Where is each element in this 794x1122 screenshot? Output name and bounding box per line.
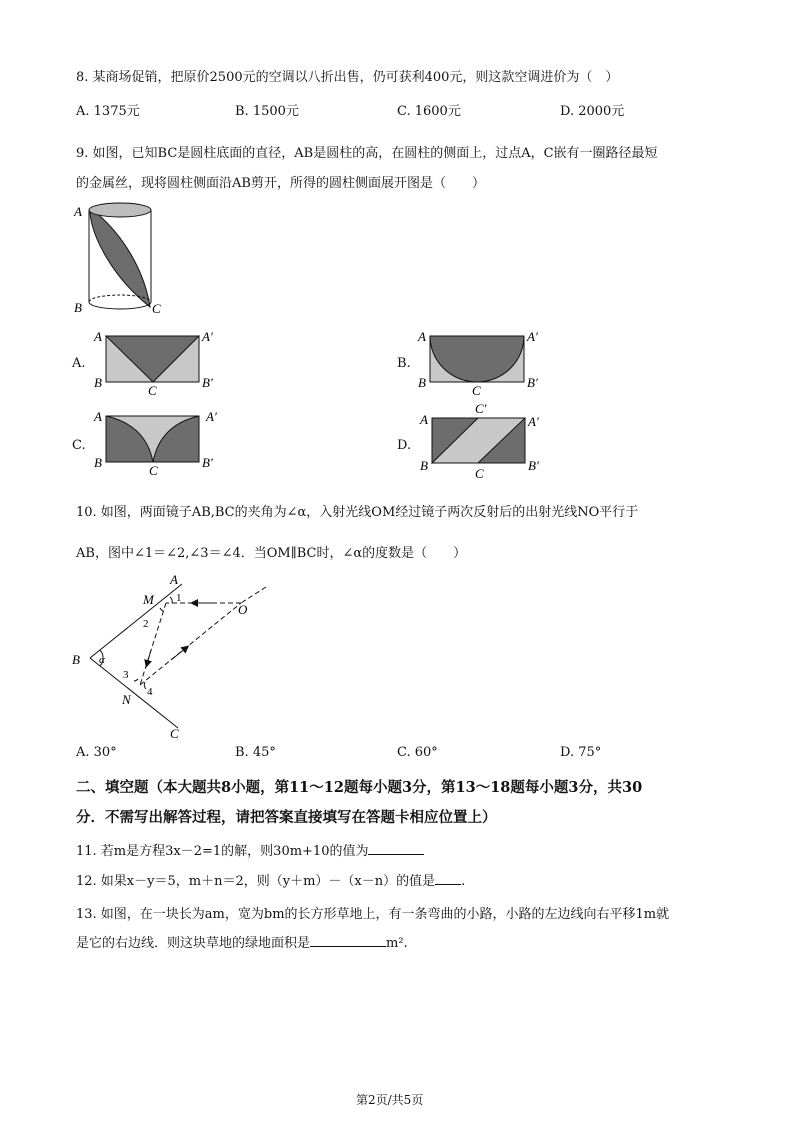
q9-option-a-figure [88, 325, 228, 400]
q9-stem-line2: 的金属丝，现将圆柱侧面沿AB剪开，所得的圆柱侧面展开图是（ ） [76, 176, 485, 191]
svg-text:B: B [72, 652, 80, 667]
q11-text: 11. 若m是方程3x－2=1的解，则30m+10的值为 [76, 844, 369, 859]
q8-option-c: C. 1600元 [397, 104, 461, 119]
svg-text:B′: B′ [202, 375, 213, 390]
mirror-figure [66, 570, 276, 740]
svg-text:4: 4 [147, 686, 153, 698]
svg-text:N: N [122, 692, 131, 707]
svg-text:B: B [94, 375, 102, 390]
svg-text:B: B [94, 455, 102, 470]
q10-stem-line2: AB，图中∠1＝∠2,∠3＝∠4．当OM∥BC时，∠α的度数是（ ） [76, 546, 467, 561]
svg-text:B: B [420, 458, 428, 473]
svg-text:α: α [99, 654, 105, 666]
svg-text:A: A [94, 329, 102, 344]
q10-option-b: B. 45° [235, 745, 276, 760]
q11 [76, 840, 424, 859]
q13-answer-blank [310, 934, 386, 947]
q8-option-d: D. 2000元 [560, 104, 625, 119]
svg-text:B′: B′ [527, 375, 538, 390]
cyl-label-a: A [74, 204, 82, 219]
svg-text:A′: A′ [202, 329, 213, 344]
q12-answer-blank [435, 872, 461, 885]
q12 [76, 870, 465, 889]
section2-heading-line1: 二、填空题（本大题共8小题，第11～12题每小题3分，第13～18题每小题3分，共30 [76, 779, 643, 796]
q9-option-b-figure [414, 325, 554, 400]
svg-text:C′: C′ [475, 401, 487, 416]
cyl-label-c: C [152, 301, 161, 316]
q10-option-a: A. 30° [76, 745, 117, 760]
svg-text:A′: A′ [527, 329, 538, 344]
svg-text:A′: A′ [206, 409, 217, 424]
svg-text:C: C [148, 383, 157, 398]
svg-text:A: A [170, 572, 178, 587]
cylinder-figure [70, 195, 170, 320]
q11-answer-blank [368, 842, 424, 855]
svg-text:C: C [149, 463, 158, 478]
q10-option-c: C. 60° [397, 745, 438, 760]
q9-option-c-letter: C. [72, 438, 86, 453]
q8-option-b: B. 1500元 [235, 104, 299, 119]
q9-option-d-letter: D. [397, 438, 412, 453]
svg-text:C: C [472, 383, 481, 398]
q8-stem: 8. 某商场促销，把原价2500元的空调以八折出售，仍可获利400元，则这款空调进价为（ ） [76, 70, 619, 85]
q9-option-a-letter: A. [72, 356, 86, 371]
svg-text:M: M [143, 592, 154, 607]
section2-heading-line2: 分．不需写出解答过程，请把答案直接填写在答题卡相应位置上） [76, 809, 497, 826]
svg-text:O: O [238, 602, 248, 617]
svg-text:A: A [420, 412, 428, 427]
q13-line1: 13. 如图，在一块长为am，宽为bm的长方形草地上，有一条弯曲的小路，小路的左边线向右平移1m就 [76, 907, 670, 922]
q13-line2 [76, 932, 408, 951]
q9-stem-line1: 9. 如图，已知BC是圆柱底面的直径，AB是圆柱的高，在圆柱的侧面上，过点A，C嵌有一圈路径最短 [76, 146, 658, 161]
svg-text:2: 2 [143, 618, 149, 630]
svg-text:C: C [170, 726, 179, 740]
page-number: 第2页/共5页 [356, 1093, 424, 1107]
q10-option-d: D. 75° [560, 745, 602, 760]
svg-text:A: A [418, 329, 426, 344]
svg-text:1: 1 [176, 592, 182, 604]
q12-text: 12. 如果x－y＝5，m＋n＝2，则（y＋m）－（x－n）的值是 [76, 874, 436, 889]
svg-text:A′: A′ [528, 414, 539, 429]
q9-option-d-figure [414, 400, 554, 482]
svg-text:B: B [418, 375, 426, 390]
svg-text:A: A [94, 409, 102, 424]
svg-text:3: 3 [123, 669, 129, 681]
q13-unit: m². [386, 936, 408, 951]
q10-stem-line1: 10. 如图，两面镜子AB,BC的夹角为∠α，入射光线OM经过镜子两次反射后的出射光线NO平行于 [76, 505, 639, 520]
q13-text: 是它的右边线．则这块草地的绿地面积是 [76, 936, 311, 951]
svg-text:C: C [475, 466, 484, 481]
svg-text:B′: B′ [528, 458, 539, 473]
q12-end: . [461, 874, 466, 889]
q9-option-c-figure [88, 405, 228, 480]
q8-option-a: A. 1375元 [76, 104, 140, 119]
cyl-label-b: B [74, 300, 82, 315]
svg-text:B′: B′ [202, 455, 213, 470]
q9-option-b-letter: B. [397, 356, 411, 371]
